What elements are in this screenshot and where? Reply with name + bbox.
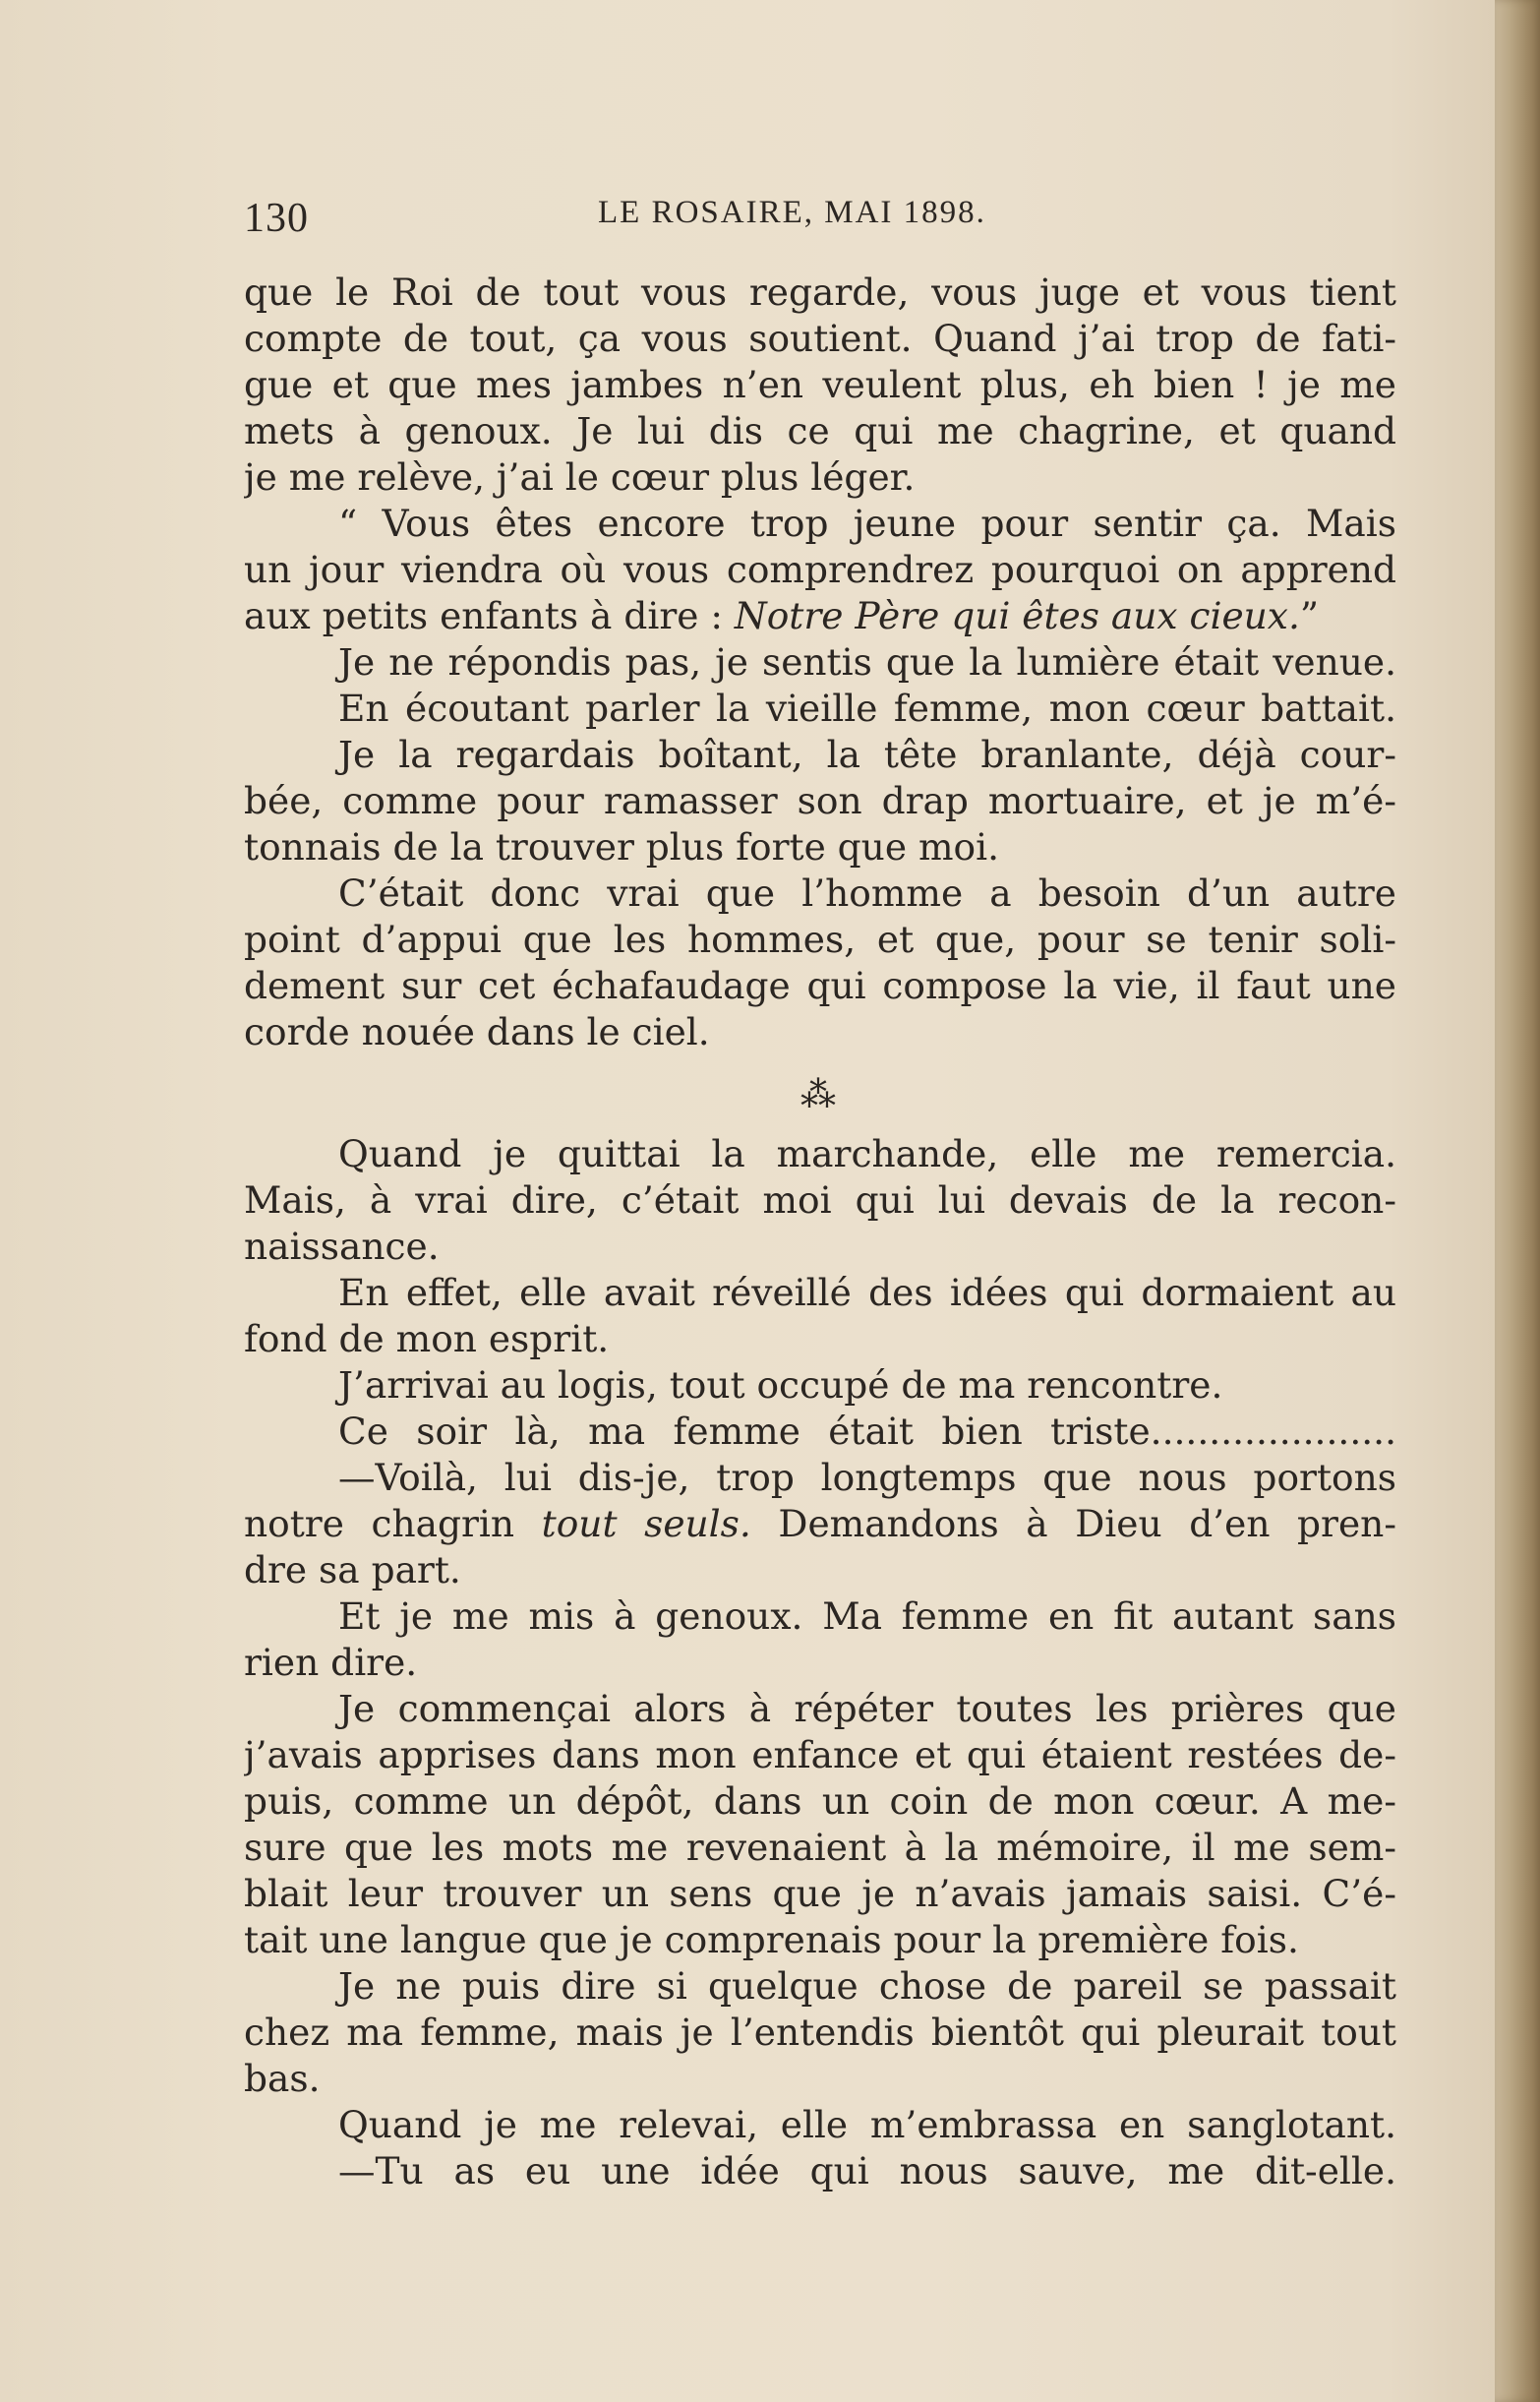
text-line: tait une langue que je comprenais pour la première fois. [244,1918,1299,1961]
text-line: Je ne puis dire si quelque chose de pareil se passait [338,1964,1396,2008]
running-head [244,195,1394,254]
running-title: LE ROSAIRE, MAI 1898. [598,195,986,230]
text-line: rien dire. [244,1641,418,1684]
text-line: dement sur cet échafaudage qui compose la vie, il faut une [244,964,1396,1007]
closing-quote: ” [1299,594,1320,637]
text-line: dre sa part. [244,1548,461,1591]
text-line: naissance. [244,1225,440,1268]
text-fragment: notre chagrin [244,1502,515,1545]
text-line: Je la regardais boîtant, la tête branlante, déjà cour- [338,733,1396,776]
text-line: Je ne répondis pas, je sentis que la lumière était venue. [338,640,1396,684]
text-line: fond de mon esprit. [244,1317,610,1360]
text-line: corde nouée dans le ciel. [244,1010,710,1053]
italic-quote: Notre Père qui êtes aux cieux. [734,594,1300,637]
text-line: un jour viendra où vous comprendrez pourquoi on apprend [244,548,1396,591]
text-line: Quand je quittai la marchande, elle me remercia. [338,1132,1396,1175]
text-line: “ Vous êtes encore trop jeune pour sentir ça. Mais [338,502,1396,545]
section-asterism: ⁂ [800,1075,840,1115]
text-line: mets à genoux. Je lui dis ce qui me chagrine, et quand [244,409,1396,452]
text-line: tonnais de la trouver plus forte que moi. [244,825,999,869]
text-line-with-italic [244,593,1396,639]
text-line: Et je me mis à genoux. Ma femme en fit autant sans [338,1594,1396,1638]
text-line: compte de tout, ça vous soutient. Quand j’ai trop de fati- [244,317,1396,360]
text-line-with-italic [244,1501,1396,1547]
page-number: 130 [244,196,309,241]
text-line: bas. [244,2057,321,2100]
text-line: bée, comme pour ramasser son drap mortuaire, et je m’é- [244,779,1396,822]
text-line: Ce soir là, ma femme était bien triste..................... [338,1410,1396,1453]
page-edge-shadow [1495,0,1540,2402]
text-line: gue et que mes jambes n’en veulent plus, eh bien ! je me [244,363,1396,406]
text-fragment: aux petits enfants à dire : [244,594,723,637]
text-line: C’était donc vrai que l’homme a besoin d’un autre [338,871,1396,915]
text-line: Je commençai alors à répéter toutes les prières que [338,1687,1396,1730]
text-line: Mais, à vrai dire, c’était moi qui lui devais de la recon- [244,1178,1396,1222]
text-line: puis, comme un dépôt, dans un coin de mon cœur. A me- [244,1779,1396,1823]
text-line: J’arrivai au logis, tout occupé de ma rencontre. [338,1363,1223,1407]
body-text [244,270,1396,2194]
text-line: En écoutant parler la vieille femme, mon cœur battait. [338,687,1396,730]
text-line: —Tu as eu une idée qui nous sauve, me dit-elle. [338,2149,1396,2192]
text-line: sure que les mots me revenaient à la mémoire, il me sem- [244,1826,1396,1869]
text-line: Quand je me relevai, elle m’embrassa en sanglotant. [338,2103,1396,2146]
text-line: blait leur trouver un sens que je n’avais jamais saisi. C’é- [244,1872,1396,1915]
text-line: j’avais apprises dans mon enfance et qui étaient restées de- [244,1733,1396,1776]
text-line: —Voilà, lui dis-je, trop longtemps que nous portons [338,1456,1396,1499]
italic-phrase: tout seuls. [541,1502,751,1545]
text-line: chez ma femme, mais je l’entendis bientôt qui pleurait tout [244,2011,1396,2054]
text-line: En effet, elle avait réveillé des idées qui dormaient au [338,1271,1396,1314]
text-line: point d’appui que les hommes, et que, pour se tenir soli- [244,918,1396,961]
text-line: je me relève, j’ai le cœur plus léger. [244,455,916,499]
text-line: que le Roi de tout vous regarde, vous juge et vous tient [244,270,1396,314]
text-fragment: Demandons à Dieu d’en pren- [778,1502,1396,1545]
